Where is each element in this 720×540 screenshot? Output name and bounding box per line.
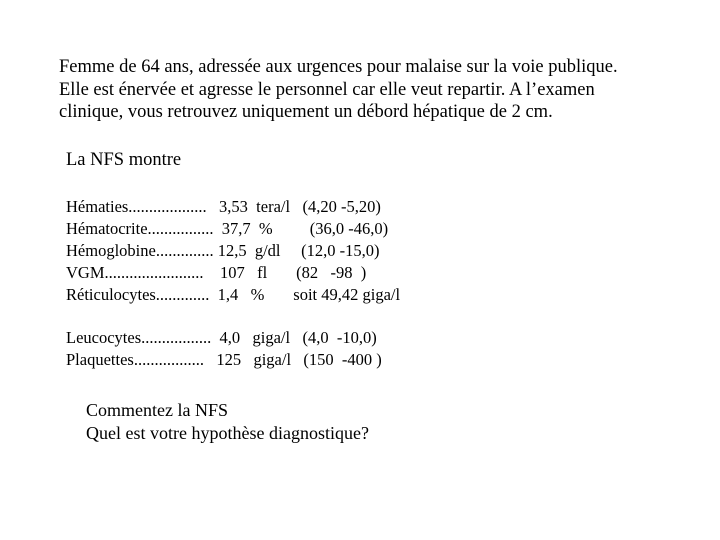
questions	[86, 399, 369, 444]
case-description	[59, 56, 699, 124]
lab-row-hemoglobine: Hémoglobine.............. 12,5 g/dl (12,0 -15,0)	[66, 241, 380, 260]
nfs-heading: La NFS montre	[66, 150, 182, 170]
question-1: Commentez la NFS	[86, 400, 228, 420]
lab-row-reticulocytes: Réticulocytes............. 1,4 % soit 49,42 giga/l	[66, 285, 401, 304]
lab-row-hematies: Hématies................... 3,53 tera/l (4,20 -5,20)	[66, 197, 381, 216]
lab-row-vgm: VGM........................ 107 fl (82 -98 )	[66, 263, 367, 282]
case-line-2: Elle est énervée et agresse le personnel car elle veut repartir. A l’examen	[59, 79, 595, 100]
case-line-1: Femme de 64 ans, adressée aux urgences pour malaise sur la voie publique.	[59, 57, 618, 77]
lab-row-leucocytes: Leucocytes................. 4,0 giga/l (4,0 -10,0)	[66, 328, 377, 347]
lab-row-plaquettes: Plaquettes................. 125 giga/l (150 -400 )	[66, 350, 382, 369]
case-line-3: clinique, vous retrouvez uniquement un débord hépatique de 2 cm.	[59, 102, 553, 122]
question-2: Quel est votre hypothèse diagnostique?	[86, 422, 369, 443]
lab-row-hematocrite: Hématocrite................ 37,7 % (36,0 -46,0)	[66, 219, 389, 238]
